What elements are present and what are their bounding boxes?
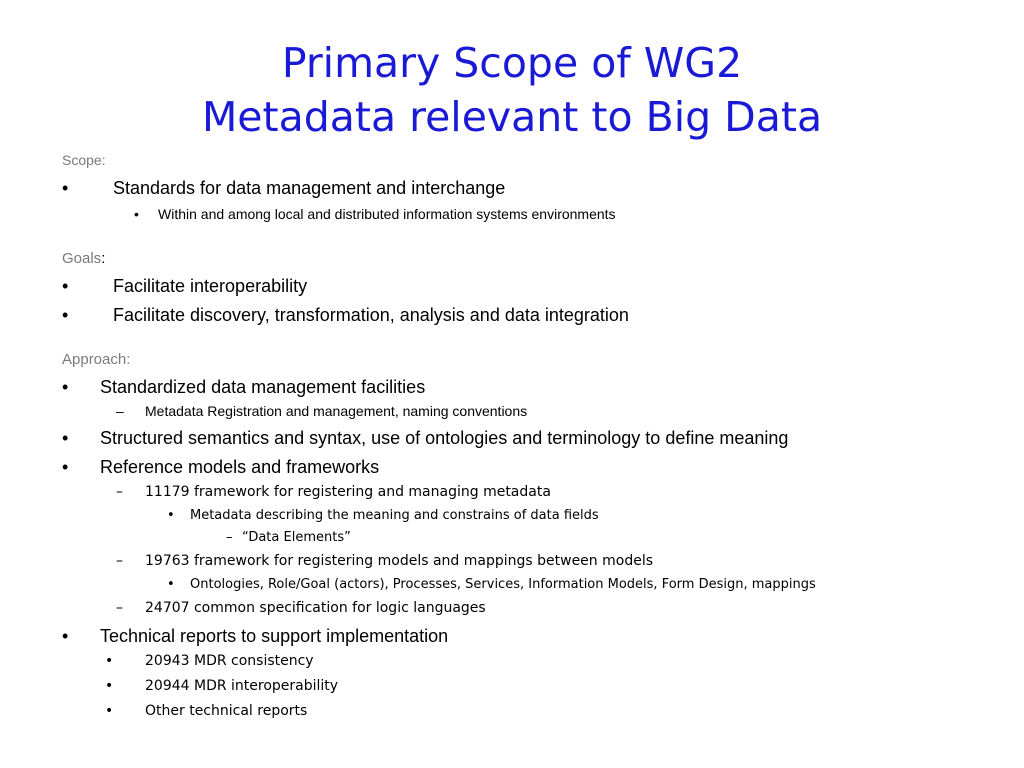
goals-heading-colon: :	[101, 250, 106, 267]
approach-item-8: 19763 framework for registering models and mappings between models	[145, 553, 654, 569]
scope-item-2: Within and among local and distributed information systems environments	[158, 206, 616, 222]
approach-heading: Approach:	[62, 351, 131, 368]
approach-item-4: Reference models and frameworks	[100, 457, 380, 477]
approach-dash-2: –	[116, 484, 123, 500]
approach-bullet-1: •	[62, 377, 69, 397]
approach-bullet-4: •	[62, 626, 69, 646]
approach-item-2: Metadata Registration and management, naming conventions	[145, 403, 528, 419]
approach-subbullet-4: •	[105, 678, 114, 694]
goals-bullet-1: •	[62, 276, 69, 296]
approach-dash-1: –	[116, 403, 124, 419]
approach-bullet-2: •	[62, 428, 69, 448]
approach-item-12: 20943 MDR consistency	[145, 653, 314, 669]
approach-item-9: Ontologies, Role/Goal (actors), Processes, Services, Information Models, Form Design, mappings	[190, 577, 816, 592]
approach-subbullet-3: •	[105, 653, 114, 669]
goals-heading	[62, 250, 105, 267]
approach-bullet-3: •	[62, 457, 69, 477]
scope-item-1: Standards for data management and interchange	[113, 178, 506, 198]
scope-bullet-1: •	[62, 178, 69, 198]
approach-item-6: Metadata describing the meaning and constrains of data fields	[190, 508, 599, 523]
approach-item-5: 11179 framework for registering and managing metadata	[145, 484, 551, 500]
scope-bullet-2: •	[134, 206, 139, 222]
slide-title	[0, 36, 1024, 144]
approach-subbullet-5: •	[105, 703, 114, 719]
approach-subbullet-2: •	[167, 577, 175, 592]
approach-item-1: Standardized data management facilities	[100, 377, 426, 397]
goals-item-2: Facilitate discovery, transformation, analysis and data integration	[113, 305, 629, 325]
approach-dash-5: –	[116, 600, 123, 616]
approach-item-11: Technical reports to support implementation	[100, 626, 449, 646]
approach-item-3: Structured semantics and syntax, use of ontologies and terminology to define meaning	[100, 428, 789, 448]
approach-item-13: 20944 MDR interoperability	[145, 678, 339, 694]
goals-heading-label: Goals	[62, 250, 102, 267]
approach-item-14: Other technical reports	[145, 703, 308, 719]
goals-bullet-2: •	[62, 305, 69, 325]
approach-item-7: “Data Elements”	[242, 530, 351, 545]
scope-heading: Scope:	[62, 152, 106, 168]
title-line-2: Metadata relevant to Big Data	[201, 93, 823, 141]
approach-item-10: 24707 common specification for logic languages	[145, 600, 486, 616]
approach-subbullet-1: •	[167, 508, 175, 523]
approach-dash-4: –	[116, 553, 123, 569]
goals-item-1: Facilitate interoperability	[113, 276, 308, 296]
approach-dash-3: –	[226, 530, 233, 545]
title-line-1: Primary Scope of WG2	[281, 39, 743, 87]
